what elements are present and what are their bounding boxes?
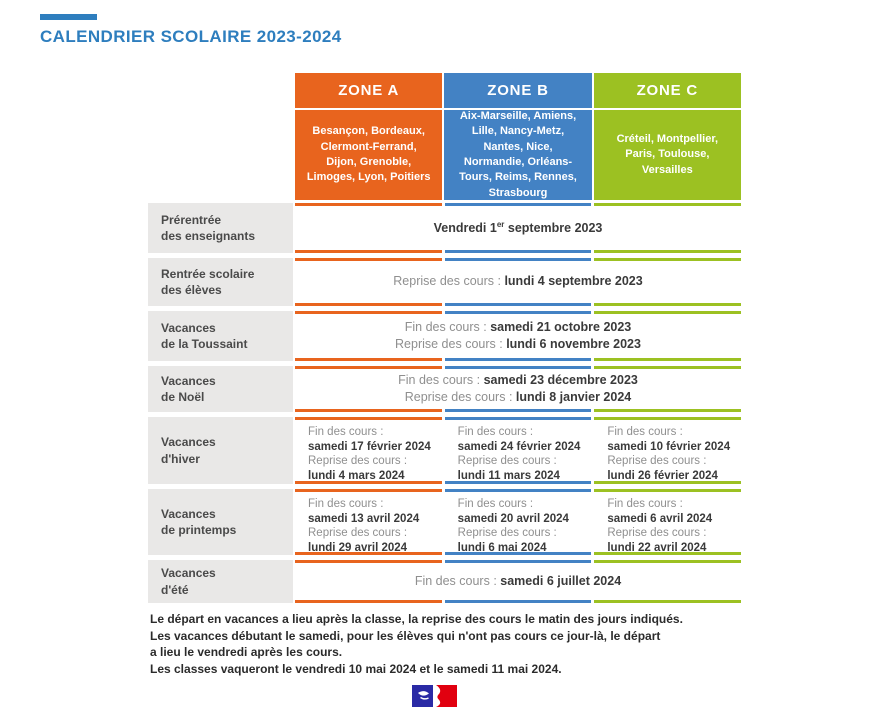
table-row-rentree bbox=[148, 258, 741, 306]
zone-a-cell: Fin des cours : samedi 13 avril 2024 Reprise des cours : lundi 29 avril 2024 bbox=[295, 489, 442, 555]
zone-c-cell: Fin des cours : samedi 6 avril 2024 Reprise des cours : lundi 22 avril 2024 bbox=[594, 489, 741, 555]
merged-date-text: Reprise des cours : lundi 4 septembre 2023 bbox=[393, 274, 643, 289]
merged-date-text: Fin des cours : samedi 21 octobre 2023 Reprise des cours : lundi 6 novembre 2023 bbox=[395, 319, 641, 351]
table-row-prerentree bbox=[148, 203, 741, 253]
zone-a-header: ZONE A bbox=[295, 73, 442, 108]
table-row-noel bbox=[148, 366, 741, 412]
row-content bbox=[295, 258, 741, 306]
row-label: Vacances d'été bbox=[148, 560, 293, 603]
marianne-flag-icon bbox=[412, 684, 460, 708]
footnote-line: a lieu le vendredi après les cours. bbox=[150, 645, 343, 660]
row-content bbox=[295, 311, 741, 361]
row-label: Vacances de printemps bbox=[148, 489, 293, 555]
zone-cities-row bbox=[295, 110, 741, 200]
merged-date-text: Fin des cours : samedi 23 décembre 2023 Reprise des cours : lundi 8 janvier 2024 bbox=[398, 372, 638, 404]
zone-b-header: ZONE B bbox=[444, 73, 591, 108]
footnote-line: Les classes vaqueront le vendredi 10 mai 2024 et le samedi 11 mai 2024. bbox=[150, 661, 562, 676]
table-row-hiver bbox=[148, 417, 741, 484]
superscript-er: er bbox=[496, 219, 505, 229]
footnote-line: Les vacances débutant le samedi, pour les élèves qui n'ont pas cours ce jour-là, le départ bbox=[150, 628, 661, 643]
zone-header-row bbox=[295, 73, 741, 108]
row-content bbox=[295, 366, 741, 412]
row-label: Vacances de Noël bbox=[148, 366, 293, 412]
table-row-ete bbox=[148, 560, 741, 603]
row-label: Vacances de la Toussaint bbox=[148, 311, 293, 361]
zone-c-cities: Créteil, Montpellier, Paris, Toulouse, Versailles bbox=[594, 110, 741, 200]
row-label: Rentrée scolaire des élèves bbox=[148, 258, 293, 306]
zone-c-header: ZONE C bbox=[594, 73, 741, 108]
row-content bbox=[295, 560, 741, 603]
zone-a-cities: Besançon, Bordeaux, Clermont-Ferrand, Dijon, Grenoble, Limoges, Lyon, Poitiers bbox=[295, 110, 442, 200]
footnotes bbox=[150, 611, 770, 677]
page-title: CALENDRIER SCOLAIRE 2023-2024 bbox=[40, 27, 342, 46]
footnote-line: Le départ en vacances a lieu après la classe, la reprise des cours le matin des jours indiqués. bbox=[150, 612, 683, 626]
title-accent-bar bbox=[40, 14, 97, 20]
table-row-printemps bbox=[148, 489, 741, 555]
row-content bbox=[295, 489, 741, 555]
row-content bbox=[295, 203, 741, 253]
calendar-table bbox=[148, 73, 741, 603]
zone-b-cities: Aix-Marseille, Amiens, Lille, Nancy-Metz, Nantes, Nice, Normandie, Orléans-Tours, Reims, Rennes, Strasbourg bbox=[444, 110, 591, 200]
merged-date-text: Fin des cours : samedi 6 juillet 2024 bbox=[414, 573, 622, 588]
row-label: Prérentrée des enseignants bbox=[148, 203, 293, 253]
zone-b-cell: Fin des cours : samedi 20 avril 2024 Reprise des cours : lundi 6 mai 2024 bbox=[445, 489, 592, 555]
table-row-toussaint bbox=[148, 311, 741, 361]
row-label: Vacances d'hiver bbox=[148, 417, 293, 484]
zone-c-cell: Fin des cours : samedi 10 février 2024 Reprise des cours : lundi 26 février 2024 bbox=[594, 417, 741, 484]
zone-b-cell: Fin des cours : samedi 24 février 2024 Reprise des cours : lundi 11 mars 2024 bbox=[445, 417, 592, 484]
republique-francaise-logo bbox=[0, 684, 872, 708]
zone-a-cell: Fin des cours : samedi 17 février 2024 Reprise des cours : lundi 4 mars 2024 bbox=[295, 417, 442, 484]
row-content bbox=[295, 417, 741, 484]
merged-date-text: Vendredi 1er septembre 2023 bbox=[433, 219, 603, 235]
